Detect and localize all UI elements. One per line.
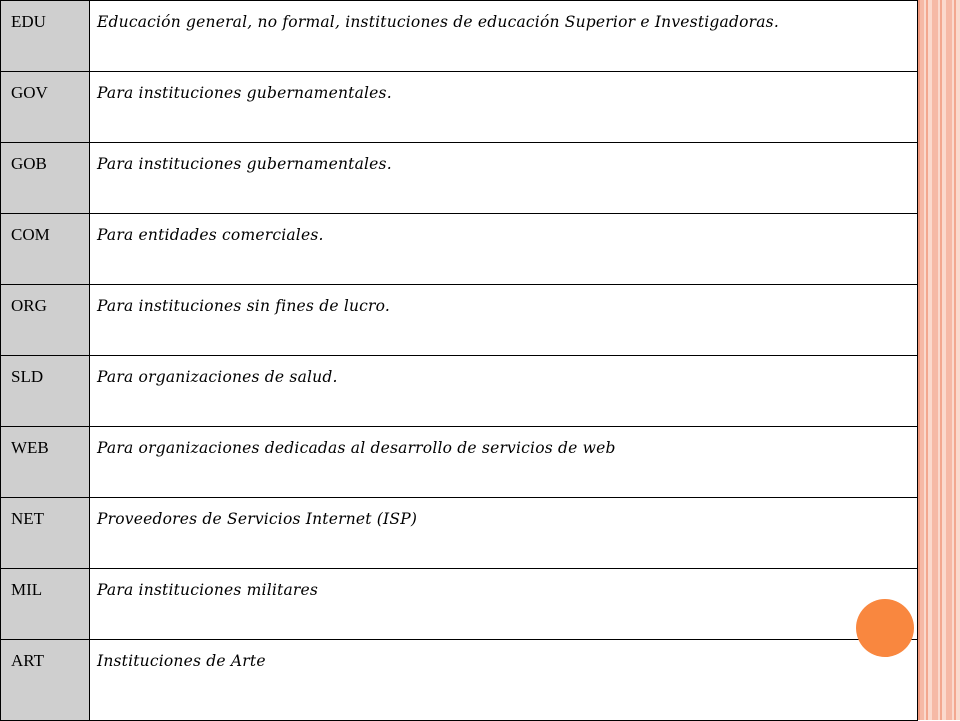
domain-description: Para instituciones gubernamentales. (97, 155, 392, 173)
table-row (1, 1, 918, 72)
table-row (1, 285, 918, 356)
domain-description: Educación general, no formal, instituciones de educación Superior e Investigadoras. (97, 13, 779, 31)
domain-code: GOV (11, 83, 48, 102)
domain-description-cell (90, 640, 918, 721)
domain-description: Para instituciones gubernamentales. (97, 84, 392, 102)
domain-code: ORG (11, 296, 47, 315)
domain-description: Para organizaciones de salud. (97, 368, 338, 386)
table-row (1, 427, 918, 498)
domain-code: ART (11, 651, 44, 670)
domain-description: Para instituciones militares (97, 581, 319, 599)
domain-code: NET (11, 509, 45, 528)
domain-code: COM (11, 225, 50, 244)
table-row (1, 72, 918, 143)
table-row (1, 640, 918, 721)
table-row (1, 498, 918, 569)
domain-description-cell (90, 72, 918, 143)
domain-description-cell (90, 356, 918, 427)
domain-description: Para entidades comerciales. (97, 226, 324, 244)
domain-code: WEB (11, 438, 49, 457)
domain-code-cell (1, 285, 90, 356)
table-row (1, 569, 918, 640)
orange-circle-decoration (856, 599, 914, 657)
domain-code-cell (1, 356, 90, 427)
domain-description-cell (90, 427, 918, 498)
domain-description-cell (90, 285, 918, 356)
domain-description-cell (90, 569, 918, 640)
domain-code: GOB (11, 154, 47, 173)
domain-code-cell (1, 640, 90, 721)
domain-description: Proveedores de Servicios Internet (ISP) (97, 510, 418, 528)
domain-description: Para organizaciones dedicadas al desarrollo de servicios de web (97, 439, 616, 457)
domain-code-cell (1, 1, 90, 72)
domain-description: Instituciones de Arte (97, 652, 266, 670)
domain-description: Para instituciones sin fines de lucro. (97, 297, 391, 315)
domain-code-cell (1, 498, 90, 569)
table-row (1, 356, 918, 427)
domain-description-cell (90, 143, 918, 214)
domain-description-cell (90, 1, 918, 72)
domain-code: SLD (11, 367, 44, 386)
decorative-stripes (918, 0, 960, 720)
domain-code: EDU (11, 12, 46, 31)
domain-code-cell (1, 214, 90, 285)
domain-code-cell (1, 72, 90, 143)
domain-description-cell (90, 214, 918, 285)
table-row (1, 143, 918, 214)
domain-code-cell (1, 569, 90, 640)
domain-code: MIL (11, 580, 43, 599)
table-row (1, 214, 918, 285)
domain-code-cell (1, 143, 90, 214)
domain-description-cell (90, 498, 918, 569)
domain-code-cell (1, 427, 90, 498)
